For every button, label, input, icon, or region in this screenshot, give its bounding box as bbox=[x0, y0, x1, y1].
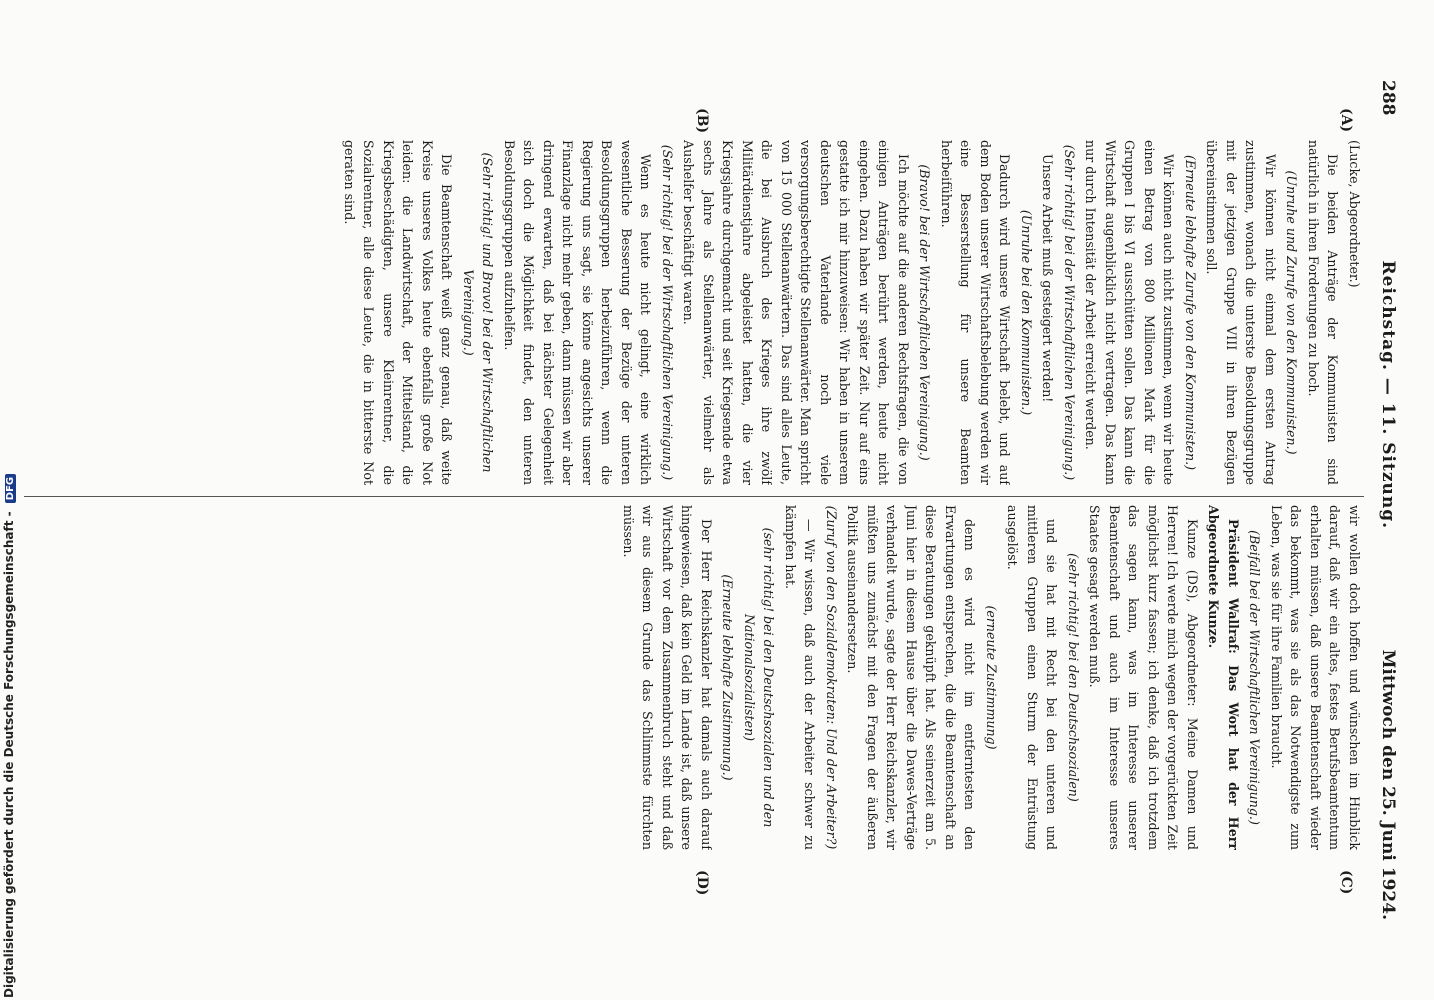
column-divider bbox=[24, 496, 1364, 497]
page-number: 288 bbox=[1378, 80, 1398, 116]
paragraph: (Lucke, Abgeordneter.) bbox=[1347, 140, 1362, 288]
interjection: (Unruhe bei den Kommunisten.) bbox=[1019, 209, 1034, 416]
digitization-footer bbox=[0, 0, 20, 1000]
interjection: (Sehr richtig! bei der Wirtschaftlichen Vereinigung.) bbox=[1062, 144, 1077, 481]
interjection: (erneute Zustimmung) bbox=[984, 605, 999, 750]
text-column-left bbox=[24, 140, 1364, 485]
session-date: Mittwoch den 25. Juni 1924. bbox=[1378, 649, 1398, 920]
paragraph: Die Beamtenschaft weiß ganz genau, daß weite Kreise unseres Volkes heute ebenfalls große Not leiden: die Landwirtschaft, der Mittelstand, die Kriegsbeschädigten, unsere Kleinrentner, die Sozialrentner, alle diese Leute, die in bitterste Not geraten sind. bbox=[342, 140, 455, 485]
paragraph: Wir können nicht einmal dem ersten Antrag zustimmen, wonach die unterste Besoldungsgruppe mit der jetzigen Gruppe VIII in ihren Bezügen übereinstimmen soll. bbox=[1204, 140, 1278, 485]
paragraph: Wir können auch nicht zustimmen, wenn wir heute einen Betrag von 800 Millionen Mark für die Gruppen I bis VI ausschütten sollen. Das kann die Wirtschaft augenblicklich nicht vertragen. Das kann nur durch Intensität der Arbeit erreicht werden. bbox=[1083, 140, 1177, 485]
interjection: (Beifall bei der Wirtschaftlichen Vereinigung.) bbox=[1247, 530, 1263, 825]
speaker-paragraph: Präsident Wallraf: Das Wort hat der Herr Abgeordnete Kunze. bbox=[1206, 505, 1241, 850]
paragraph: Kunze (DS), Abgeordneter: Meine Damen und Herren! Ich werde mich wegen der vorgerückten Zeit möglichst kurz fassen; ich denke, daß ich trotzdem das sagen kann, was im Interesse unserer Beamtenschaft und auch im Interesse unseres Staates gesagt werden muß. bbox=[1087, 505, 1200, 850]
margin-marker-d: (D) bbox=[694, 870, 710, 896]
paragraph: Unsere Arbeit muß gesteigert werden! bbox=[1040, 154, 1056, 403]
paragraph: Die beiden Anträge der Kommunisten sind natürlich in ihren Forderungen zu hoch. bbox=[1306, 140, 1341, 485]
paragraph: und sie hat mit Recht bei den unteren und mittleren Gruppen einen Sturm der Entrüstung ausgelöst. bbox=[1005, 505, 1060, 850]
interjection: (sehr richtig! bei den Deutschsozialen) bbox=[1066, 553, 1081, 802]
interjection: (Erneute lebhafte Zustimmung.) bbox=[720, 574, 736, 781]
text-column-right bbox=[24, 505, 1364, 850]
page-title: Reichstag. — 11. Sitzung. bbox=[1378, 260, 1398, 530]
interjection: (Zuruf von den Sozialdemokraten: Und der Arbeiter?) bbox=[824, 505, 839, 850]
interjection: (sehr richtig! bei den Deutschsozialen und den Nationalsozialisten) bbox=[742, 527, 777, 828]
paragraph: — Wir wissen, daß auch der Arbeiter schwer zu kämpfen hat. bbox=[783, 505, 818, 850]
dfg-logo: DFG bbox=[5, 474, 16, 503]
paragraph: wir wollen doch hoffen und wünschen im Hinblick darauf, daß wir ein altes, festes Berufsbeamtentum erhalten müssen, daß unsere Beamtenschaft wieder das bekommt, was sie als das Notwendigste zum Leben, was sie für ihre Familien braucht. bbox=[1269, 505, 1362, 850]
margin-marker-a: (A) bbox=[1338, 108, 1354, 133]
paragraph: Der Herr Reichskanzler hat damals auch darauf hingewiesen, daß kein Geld im Lande ist, daß unsere Wirtschaft vor dem Zusammenbruch steht und daß wir aus diesem Grunde das Schlimmste fürchten müssen. bbox=[621, 505, 714, 850]
margin-marker-c: (C) bbox=[1338, 870, 1354, 895]
footer-text: Digitalisierung gefördert durch die Deutsche Forschungsgemeinschaft - bbox=[2, 511, 16, 998]
margin-marker-b: (B) bbox=[694, 108, 710, 134]
paragraph: Ich möchte auf die anderen Rechtsfragen, die von einigen Anträgen berührt werden, heute nicht eingehen. Dazu haben wir später Zeit. Nur auf eins gestatte ich mir hinzuweisen: Wir haben in unserem deutschen Vaterlande noch viele versorgungsberechtigte Stellenanwärter. Man spricht von 15 000 Stellenanwärtern. Das sind alles Leute, die bei Ausbruch des Krieges ihre zwölf Militärdienstjahre abgeleistet hatten, die vier Kriegsjahre durchgemacht und seit Kriegsende etwa sechs Jahre als Stellenanwärter, vielmehr als Aushelfer beschäftigt waren. bbox=[681, 140, 911, 485]
page-header bbox=[1374, 80, 1402, 920]
interjection: (Bravo! bei der Wirtschaftlichen Vereinigung.) bbox=[917, 164, 933, 461]
paragraph: Wenn es heute nicht gelingt, eine wirklich wesentliche Besserung der Bezüge der unteren Besoldungsgruppen herbeizuführen, wenn die Regierung uns sagt, sie könne angesichts unserer Finanzlage nicht mehr geben, dann müssen wir aber dringend erwarten, daß bei nächster Gelegenheit sich doch die Möglichkeit findet, den unteren Besoldungsgruppen aufzuhelfen. bbox=[502, 140, 654, 485]
interjection: (Erneute lebhafte Zurufe von den Kommunisten.) bbox=[1183, 155, 1198, 470]
paragraph: Dadurch wird unsere Wirtschaft belebt, und auf dem Boden unserer Wirtschaftsbelebung werden wir eine Besserstellung für unsere Beamten herbeiführen. bbox=[939, 140, 1013, 485]
paragraph: denn es wird nicht im entferntesten den Erwartungen entsprechen, die die Beamtenschaft an diese Beratungen geknüpft hat. Als seinerzeit am 5. Juni hier in diesem Hause über die Dawes-Verträge verhandelt wurde, sagte der Herr Reichskanzler, wir müßten uns zunächst mit den Fragen der äußeren Politik auseinandersetzen. bbox=[845, 505, 978, 850]
interjection: (Sehr richtig! und Bravo! bei der Wirtschaftlichen Vereinigung.) bbox=[461, 152, 496, 473]
interjection: (Sehr richtig! bei der Wirtschaftlichen Vereinigung.) bbox=[660, 144, 675, 481]
interjection: (Unruhe und Zurufe von den Kommunisten.) bbox=[1284, 170, 1300, 455]
